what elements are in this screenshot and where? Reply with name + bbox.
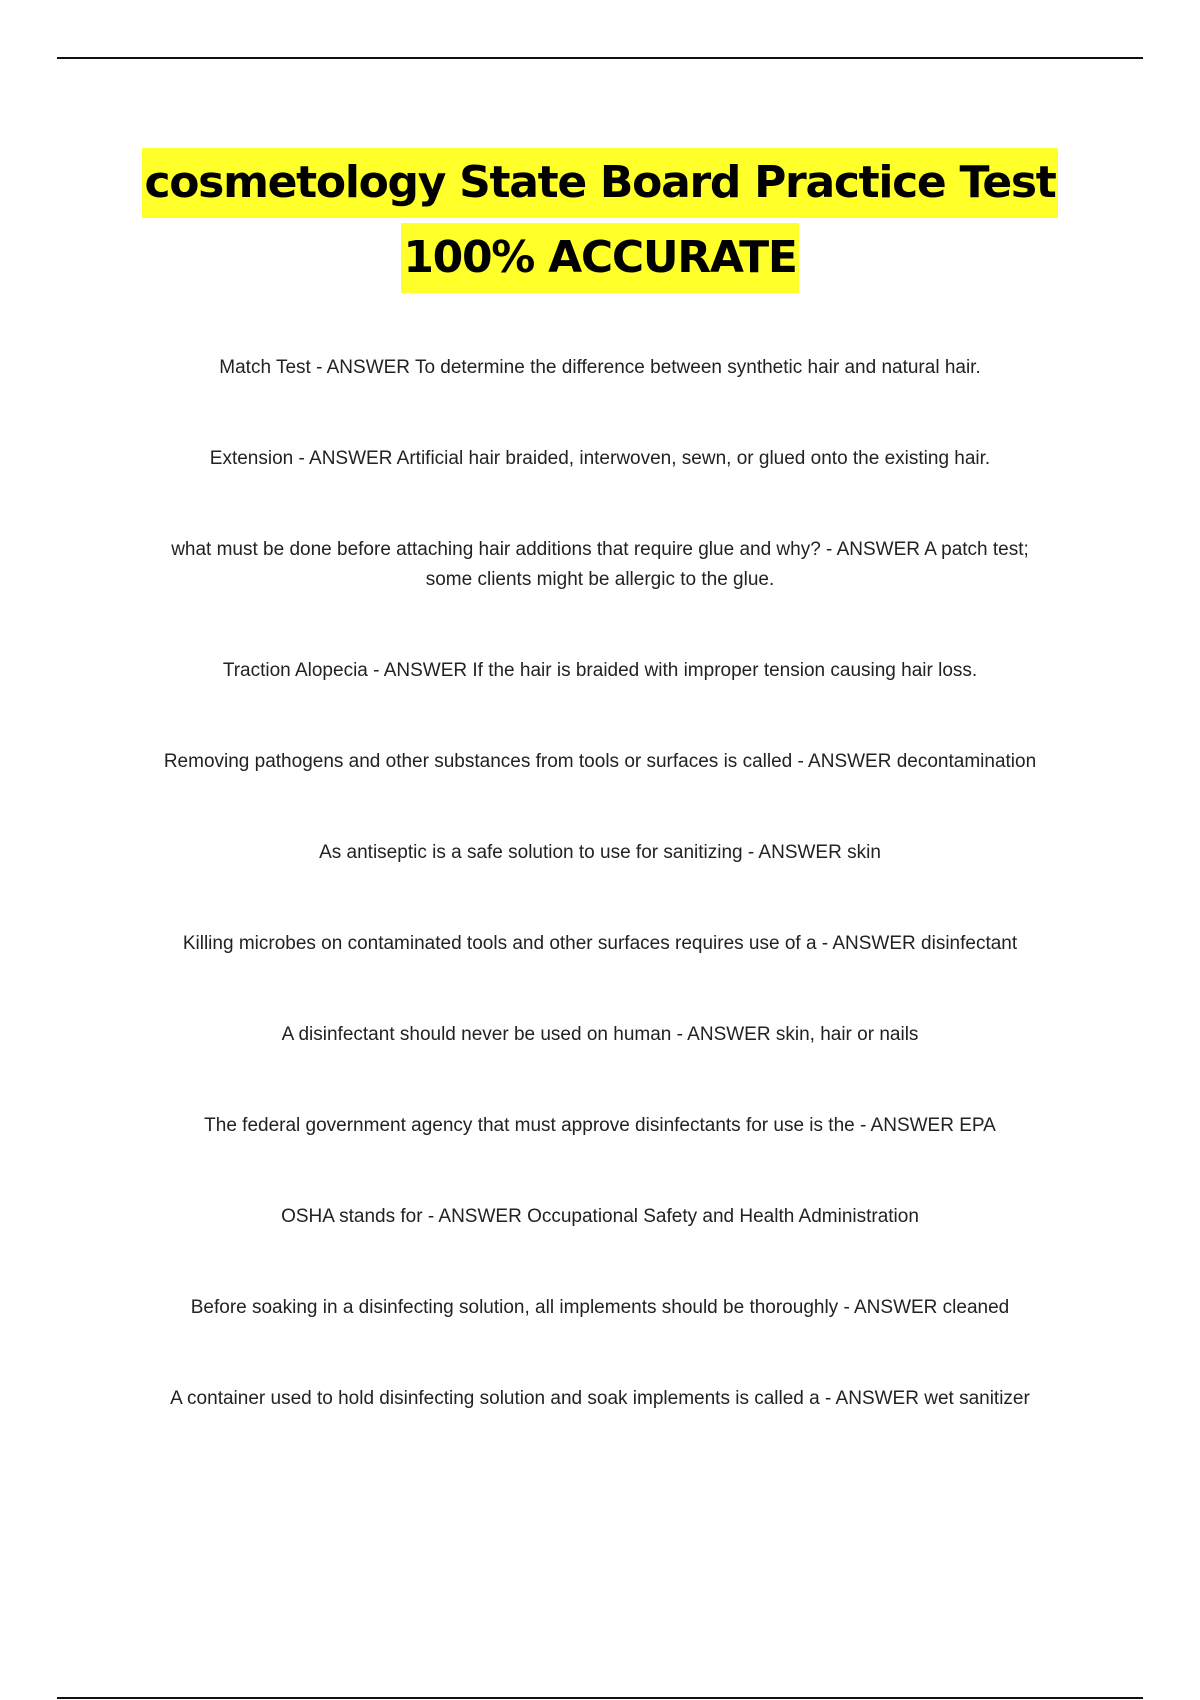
qa-item-epa: The federal government agency that must approve disinfectants for use is the - ANSWER EPA bbox=[204, 1115, 996, 1136]
qa-item-patch-test: what must be done before attaching hair additions that require glue and why? - ANSWER A patch test; some clients might be allergic to the glue. bbox=[171, 539, 1029, 590]
qa-item-cleaned: Before soaking in a disinfecting solution, all implements should be thoroughly - ANSWER cleaned bbox=[190, 1297, 1010, 1318]
qa-item-decontamination: Removing pathogens and other substances from tools or surfaces is called - ANSWER decontamination bbox=[163, 751, 1037, 772]
qa-item-disinfectant: Killing microbes on contaminated tools and other surfaces requires use of a - ANSWER disinfectant bbox=[182, 933, 1018, 954]
qa-item-antiseptic: As antiseptic is a safe solution to use for sanitizing - ANSWER skin bbox=[319, 842, 881, 863]
title-line-2: 100% ACCURATE bbox=[401, 223, 798, 293]
title-line-1: cosmetology State Board Practice Test bbox=[142, 148, 1057, 218]
bottom-divider bbox=[57, 1697, 1143, 1699]
qa-item-wet-sanitizer: A container used to hold disinfecting solution and soak implements is called a - ANSWER wet sanitizer bbox=[170, 1388, 1030, 1409]
qa-item-human-use: A disinfectant should never be used on human - ANSWER skin, hair or nails bbox=[281, 1024, 919, 1045]
qa-item-extension: Extension - ANSWER Artificial hair braided, interwoven, sewn, or glued onto the existing hair. bbox=[209, 448, 991, 469]
qa-item-traction-alopecia: Traction Alopecia - ANSWER If the hair is braided with improper tension causing hair loss. bbox=[222, 660, 978, 681]
qa-item-match-test: Match Test - ANSWER To determine the difference between synthetic hair and natural hair. bbox=[219, 357, 981, 378]
qa-item-osha: OSHA stands for - ANSWER Occupational Safety and Health Administration bbox=[281, 1206, 919, 1227]
page-title bbox=[0, 148, 1200, 298]
top-divider bbox=[57, 57, 1143, 59]
